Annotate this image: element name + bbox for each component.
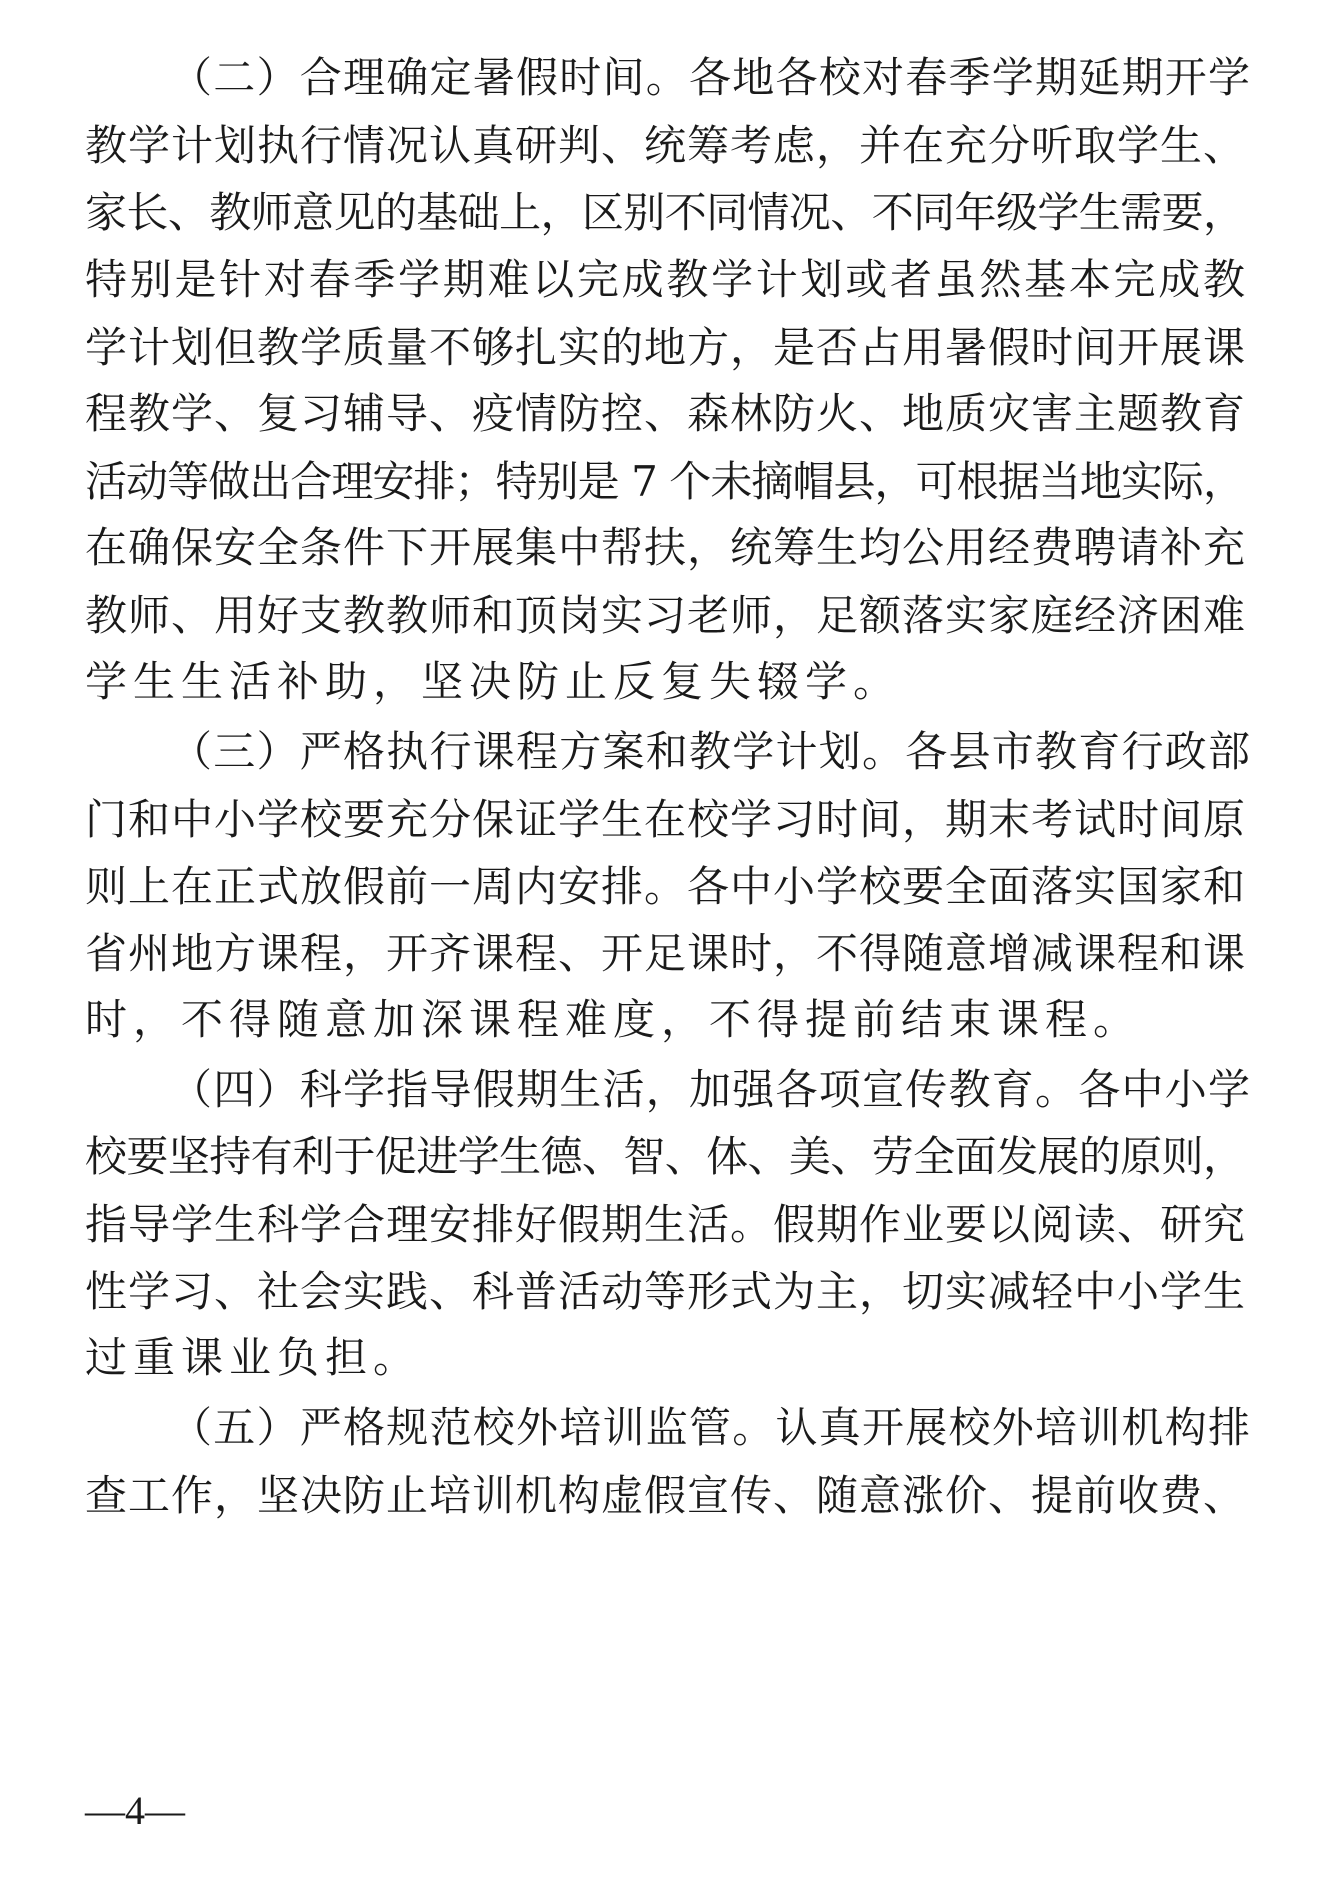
paragraph-4-line-3: 指导学生科学合理安排好假期生活。假期作业要以阅读、研究 (85, 1200, 1246, 1249)
paragraph-3-line-4: 省州地方课程，开齐课程、开足课时，不得随意增减课程和课 (85, 929, 1246, 978)
paragraph-2-line-5: 学计划但教学质量不够扎实的地方，是否占用暑假时间开展课 (85, 323, 1246, 372)
paragraph-2-line-3: 家长、教师意见的基础上，区别不同情况、不同年级学生需要， (85, 188, 1245, 237)
paragraph-2-line-4: 特别是针对春季学期难以完成教学计划或者虽然基本完成教 (85, 255, 1248, 304)
paragraph-5-line-2: 查工作，坚决防止培训机构虚假宣传、随意涨价、提前收费、 (85, 1471, 1246, 1520)
page-number: —4— (85, 1788, 185, 1833)
paragraph-2-line-10: 学生生活补助，坚决防止反复失辍学。 (85, 657, 902, 706)
paragraph-5-line-1: （五）严格规范校外培训监管。认真开展校外培训机构排 (170, 1403, 1252, 1452)
paragraph-3-line-3: 则上在正式放假前一周内安排。各中小学校要全面落实国家和 (85, 862, 1246, 911)
paragraph-4-line-2: 校要坚持有利于促进学生德、智、体、美、劳全面发展的原则， (85, 1132, 1245, 1181)
paragraph-2-line-9: 教师、用好支教教师和顶岗实习老师，足额落实家庭经济困难 (85, 591, 1246, 640)
paragraph-3-line-1: （三）严格执行课程方案和教学计划。各县市教育行政部 (170, 727, 1252, 776)
paragraph-4-line-4: 性学习、社会实践、科普活动等形式为主，切实减轻中小学生 (85, 1267, 1246, 1316)
paragraph-2-line-7: 活动等做出合理安排；特别是 7 个未摘帽县，可根据当地实际， (85, 457, 1245, 506)
paragraph-2-line-1: （二）合理确定暑假时间。各地各校对春季学期延期开学 (170, 53, 1252, 102)
paragraph-2-line-8: 在确保安全条件下开展集中帮扶，统筹生均公用经费聘请补充 (85, 523, 1246, 572)
paragraph-4-line-5: 过重课业负担。 (85, 1333, 422, 1382)
paragraph-2-line-2: 教学计划执行情况认真研判、统筹考虑，并在充分听取学生、 (85, 121, 1246, 170)
paragraph-3-line-5: 时，不得随意加深课程难度，不得提前结束课程。 (85, 995, 1142, 1044)
paragraph-3-line-2: 门和中小学校要充分保证学生在校学习时间，期末考试时间原 (85, 795, 1246, 844)
paragraph-2-line-6: 程教学、复习辅导、疫情防控、森林防火、地质灾害主题教育 (85, 389, 1246, 438)
paragraph-4-line-1: （四）科学指导假期生活，加强各项宣传教育。各中小学 (170, 1065, 1252, 1114)
